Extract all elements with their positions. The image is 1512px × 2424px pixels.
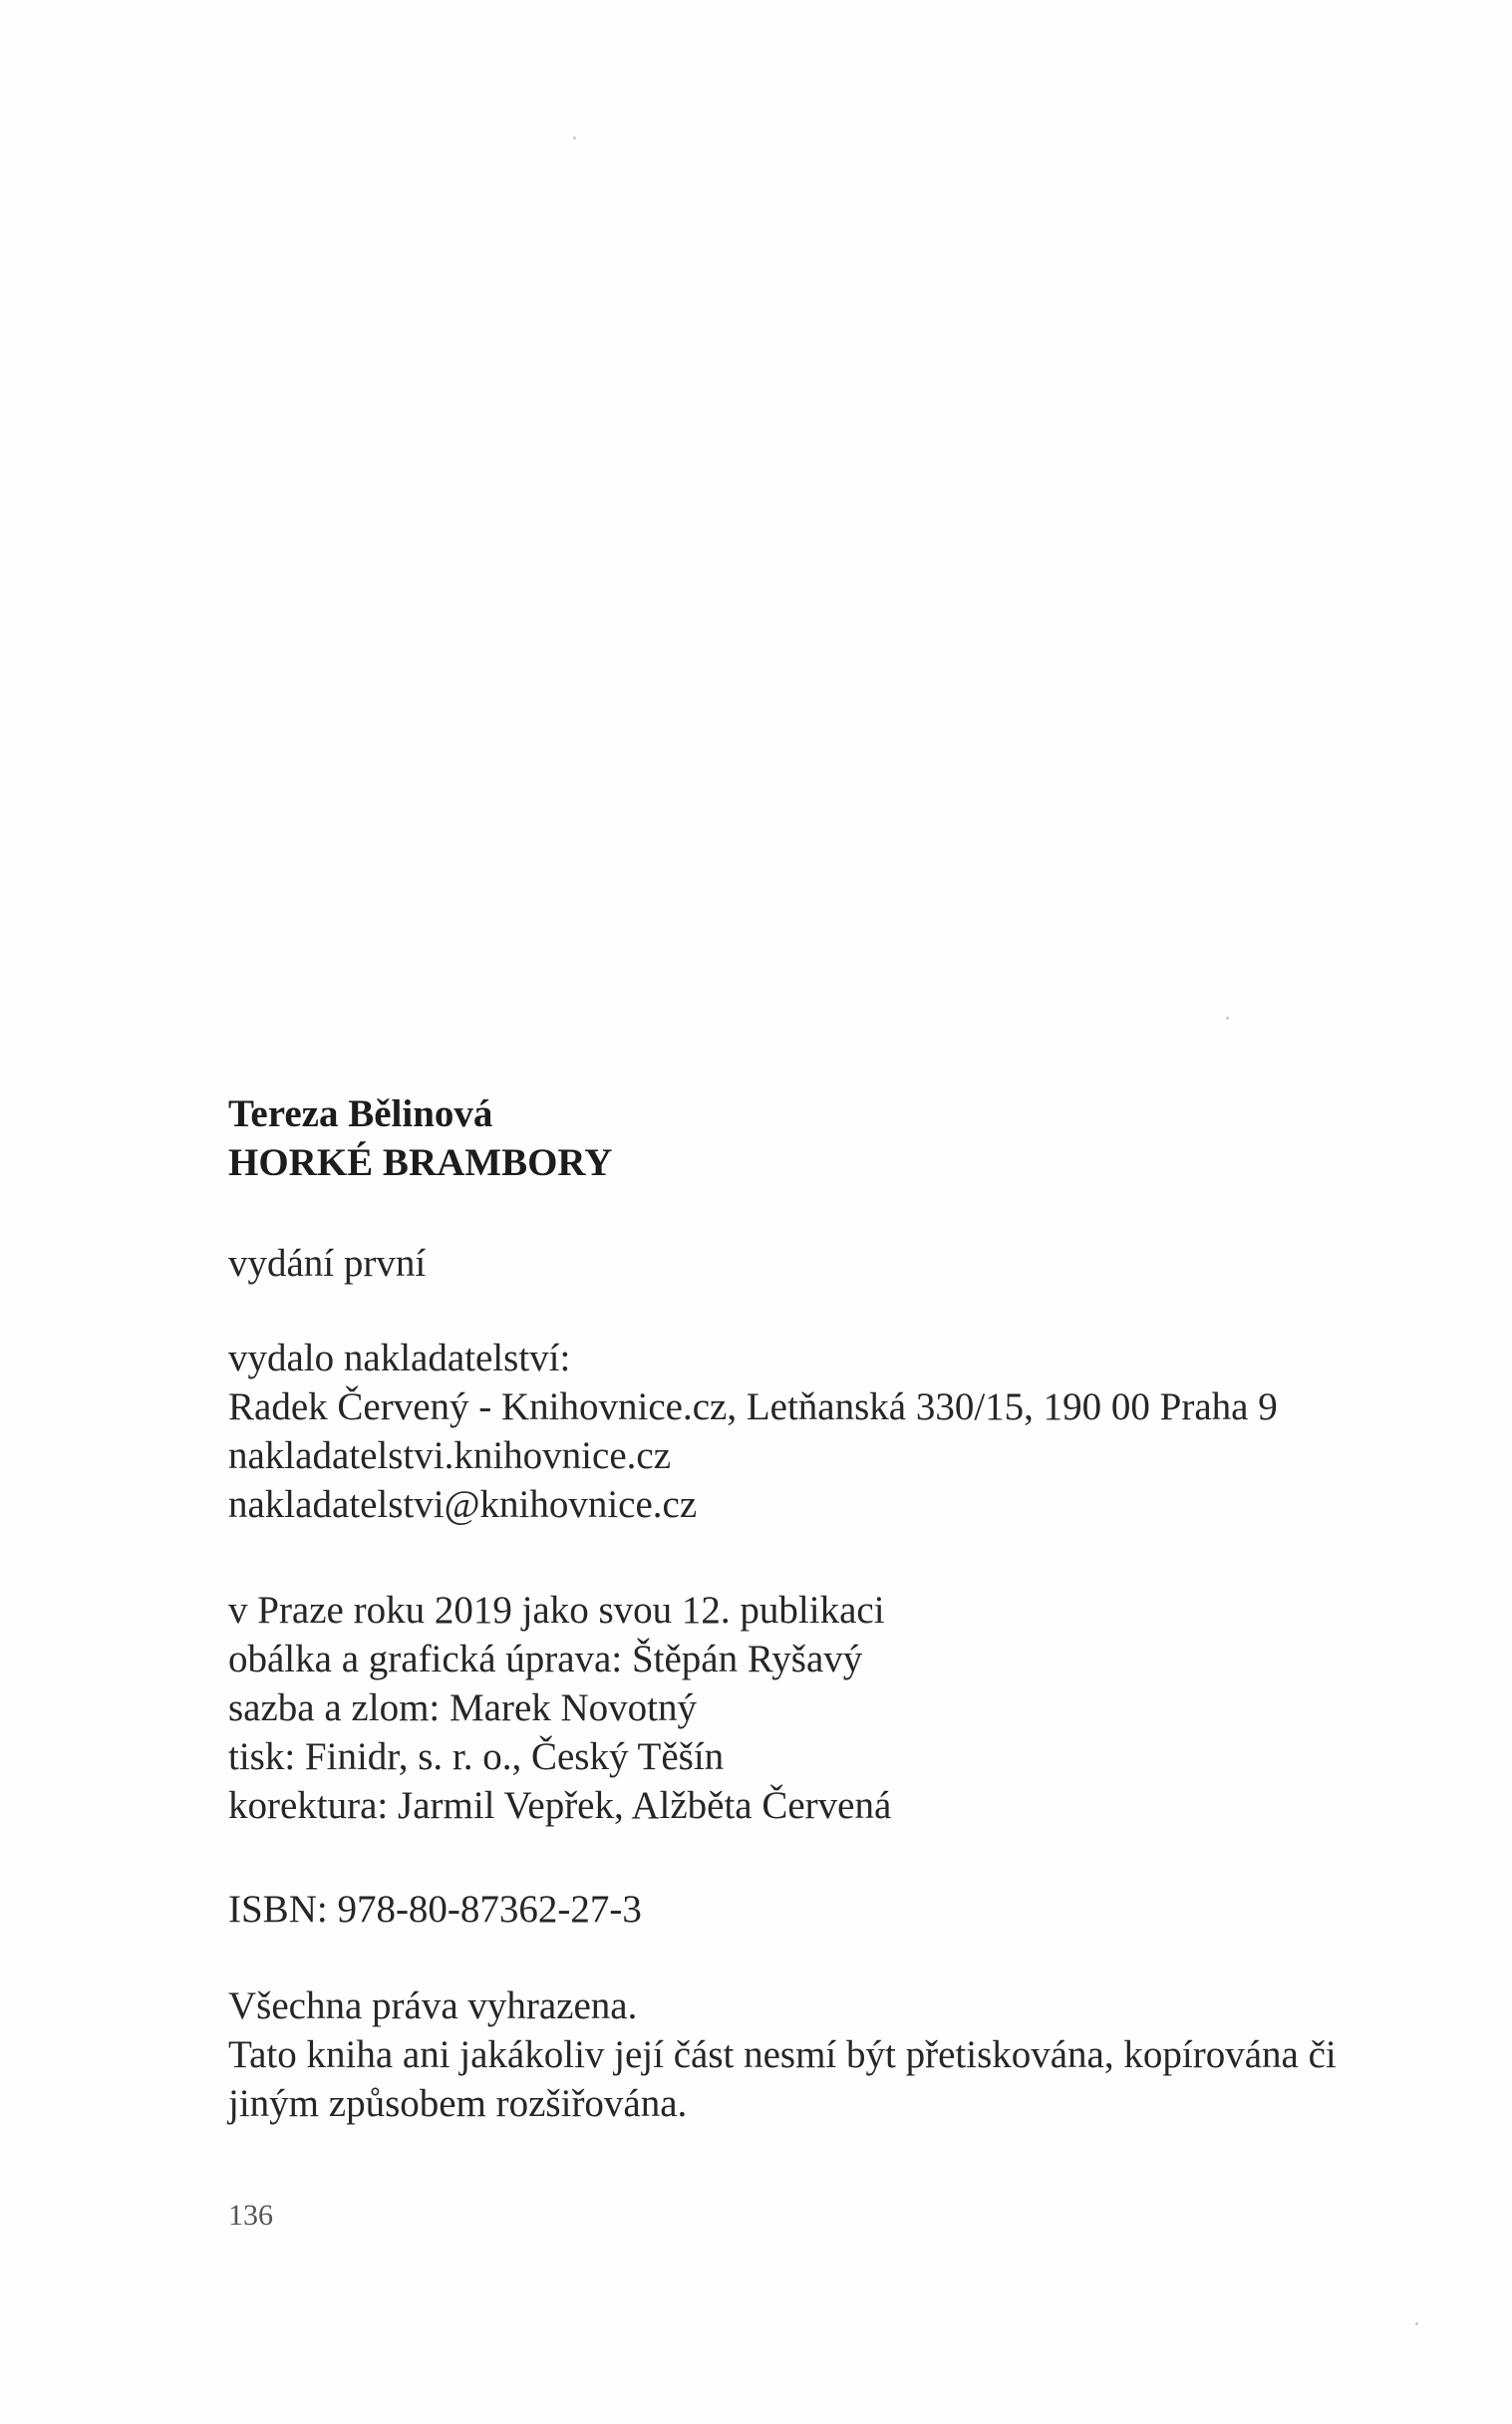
- printing-credit: tisk: Finidr, s. r. o., Český Těšín: [228, 1735, 725, 1778]
- typesetting-credit: sazba a zlom: Marek Novotný: [228, 1686, 698, 1729]
- copy-notice-line-1: Tato kniha ani jakákoliv její část nesmí být přetiskována, kopírována či: [228, 2033, 1337, 2076]
- publisher-website: nakladatelstvi.knihovnice.cz: [228, 1434, 672, 1477]
- title-block: [228, 1089, 1404, 1187]
- cover-design-credit: obálka a grafická úprava: Štěpán Ryšavý: [228, 1638, 863, 1680]
- copy-notice-line-2: jiným způsobem rozšiřována.: [228, 2082, 688, 2125]
- book-title: HORKÉ BRAMBORY: [228, 1141, 613, 1184]
- paper-speck: [1415, 2322, 1418, 2325]
- author-name: Tereza Bělinová: [228, 1092, 493, 1135]
- isbn-text: ISBN: 978-80-87362-27-3: [228, 1888, 642, 1931]
- publisher-address: Radek Červený - Knihovnice.cz, Letňanská 330/15, 190 00 Praha 9: [228, 1385, 1278, 1428]
- isbn-block: [228, 1885, 1404, 1934]
- edition-text: vydání první: [228, 1242, 427, 1285]
- paper-speck: [573, 137, 576, 140]
- rights-block: [228, 1981, 1404, 2128]
- page-number: 136: [228, 2199, 273, 2232]
- publication-note: v Praze roku 2019 jako svou 12. publikaci: [228, 1589, 885, 1632]
- credits-block: [228, 1586, 1404, 1830]
- publisher-block: [228, 1334, 1404, 1529]
- publisher-email: nakladatelstvi@knihovnice.cz: [228, 1483, 698, 1526]
- rights-reserved: Všechna práva vyhrazena.: [228, 1984, 638, 2027]
- publisher-heading: vydalo nakladatelství:: [228, 1337, 571, 1379]
- proofreading-credit: korektura: Jarmil Vepřek, Alžběta Červená: [228, 1784, 892, 1827]
- paper-speck: [1226, 1017, 1229, 1020]
- edition-block: [228, 1239, 1404, 1288]
